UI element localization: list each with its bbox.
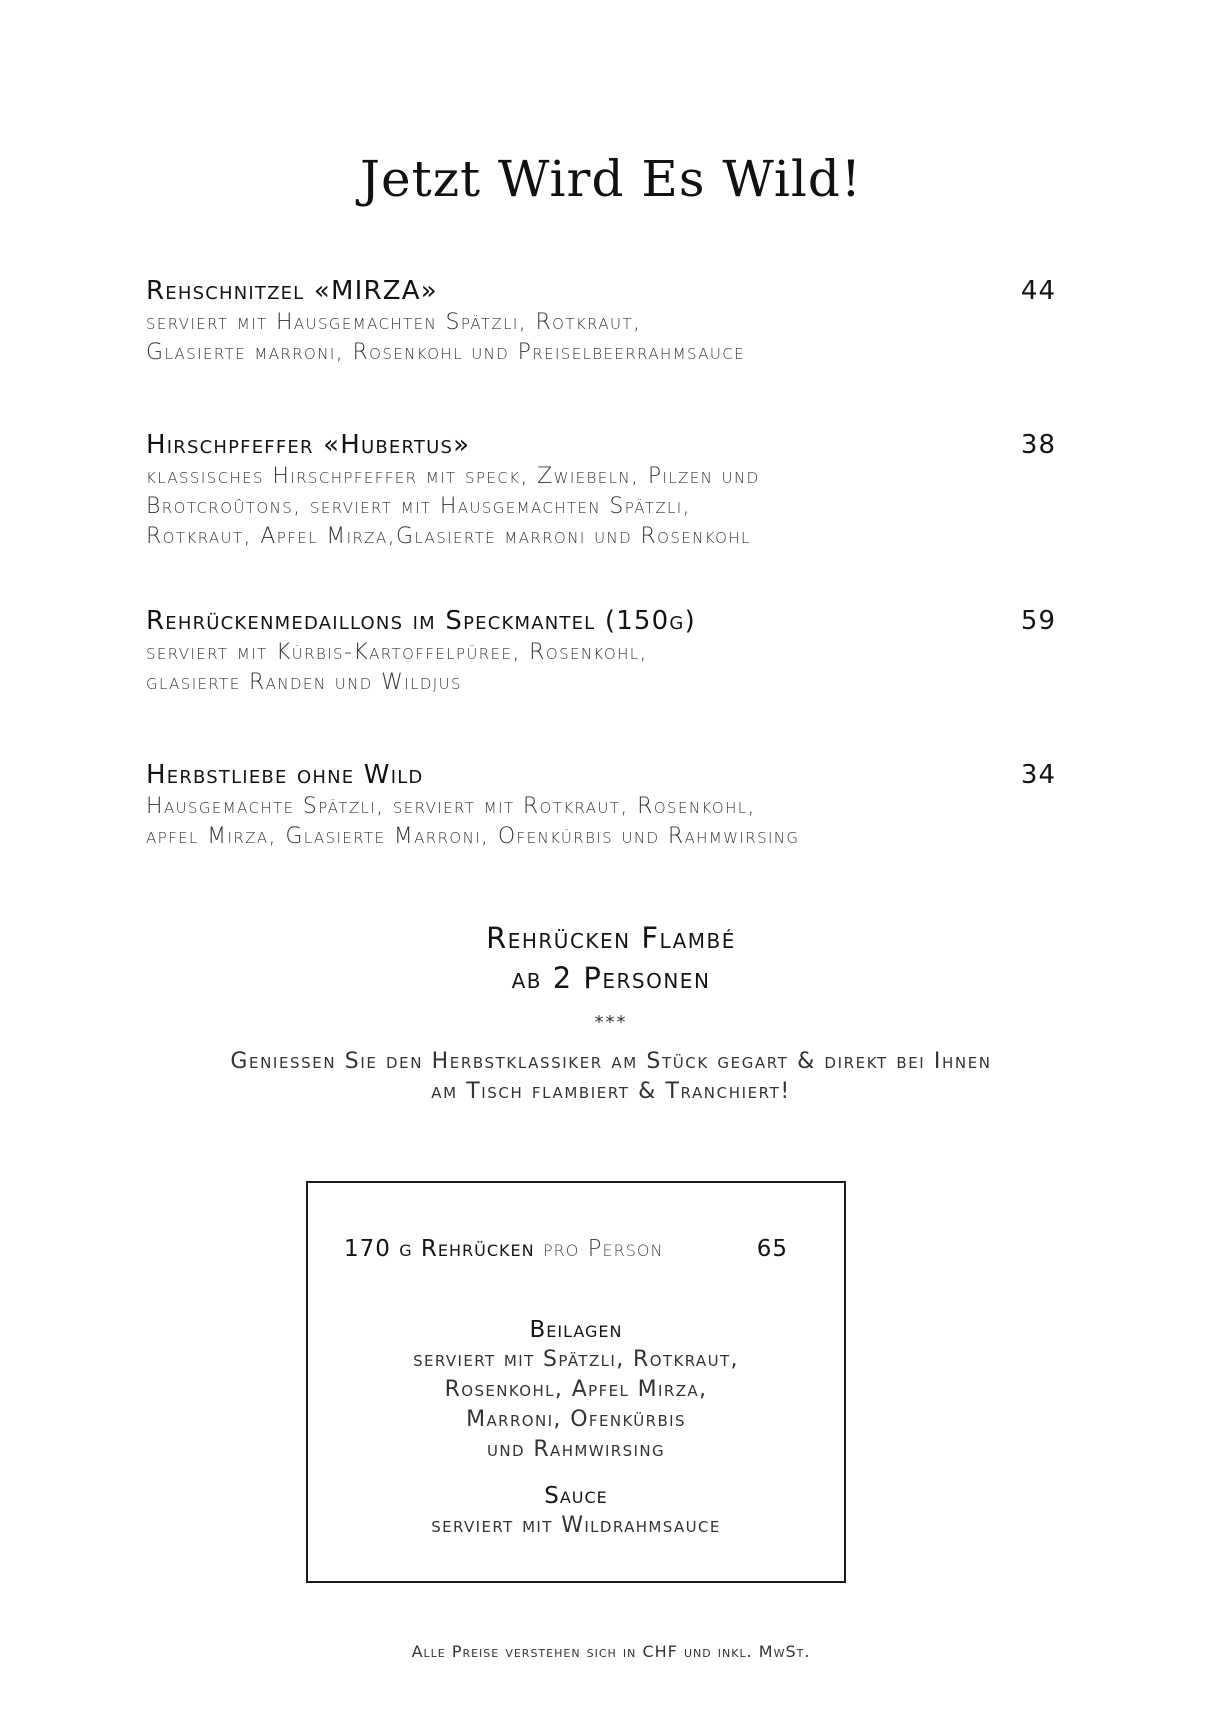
sides-section xyxy=(308,1315,844,1465)
sides-heading: Beilagen xyxy=(529,1317,623,1343)
dish-name: Hirschpfeffer «Hubertus» xyxy=(146,430,471,460)
flambe-description-line: Geniessen Sie den Herbstklassiker am Stück gegart & direkt bei Ihnen xyxy=(230,1049,992,1074)
sauce-heading: Sauce xyxy=(544,1483,608,1509)
dish-description-line: serviert mit Hausgemachten Spätzli, Rotkraut, xyxy=(146,310,642,335)
dish-name: Herbstliebe ohne Wild xyxy=(146,760,424,790)
sides-line: serviert mit Spätzli, Rotkraut, xyxy=(413,1347,739,1372)
dish-description-line: Brotcroûtons, serviert mit Hausgemachten Spätzli, xyxy=(146,494,691,519)
flambe-section xyxy=(0,918,1222,1107)
offer-unit: pro Person xyxy=(542,1236,664,1262)
dish-description-line: apfel Mirza, Glasierte Marroni, Ofenkürbis und Rahmwirsing xyxy=(146,824,800,849)
price-footnote: Alle Preise verstehen sich in CHF und inkl. MwSt. xyxy=(411,1642,811,1661)
menu-title: Jetzt Wird Es Wild! xyxy=(359,150,862,208)
dish-item xyxy=(146,604,1056,698)
sauce-section xyxy=(308,1481,844,1541)
dish-price: 34 xyxy=(1020,760,1056,790)
flambe-offer-box xyxy=(306,1181,846,1583)
dish-description-line: Hausgemachte Spätzli, serviert mit Rotkraut, Rosenkohl, xyxy=(146,794,756,819)
dish-name: Rehrückenmedaillons im Speckmantel (150g) xyxy=(146,606,696,636)
flambe-description-line: am Tisch flambiert & Tranchiert! xyxy=(431,1079,791,1104)
flambe-subtitle: ab 2 Personen xyxy=(511,961,711,995)
dish-description-line: klassisches Hirschpfeffer mit speck, Zwiebeln, Pilzen und xyxy=(146,464,760,489)
dish-item xyxy=(146,274,1056,368)
dish-price: 44 xyxy=(1020,276,1056,306)
sides-line: und Rahmwirsing xyxy=(487,1437,665,1462)
flambe-title: Rehrücken Flambé xyxy=(486,921,736,955)
dish-description-line: glasierte Randen und Wildjus xyxy=(146,670,462,695)
offer-price: 65 xyxy=(756,1236,788,1262)
separator-stars: *** xyxy=(594,1012,628,1033)
dish-item xyxy=(146,428,1056,552)
dish-item xyxy=(146,758,1056,852)
sauce-line: serviert mit Wildrahmsauce xyxy=(431,1513,721,1538)
dish-name: Rehschnitzel «MIRZA» xyxy=(146,276,438,306)
offer-item: 170 g Rehrücken xyxy=(344,1236,535,1262)
dish-description-line: Rotkraut, Apfel Mirza,Glasierte marroni und Rosenkohl xyxy=(146,524,751,549)
offer-price-row xyxy=(344,1233,814,1265)
dish-description-line: serviert mit Kürbis-Kartoffelpüree, Rosenkohl, xyxy=(146,640,648,665)
dish-price: 38 xyxy=(1020,430,1056,460)
sides-line: Marroni, Ofenkürbis xyxy=(466,1407,686,1432)
dish-price: 59 xyxy=(1020,606,1056,636)
sides-line: Rosenkohl, Apfel Mirza, xyxy=(444,1377,708,1402)
dish-description-line: Glasierte marroni, Rosenkohl und Preiselbeerrahmsauce xyxy=(146,340,746,365)
